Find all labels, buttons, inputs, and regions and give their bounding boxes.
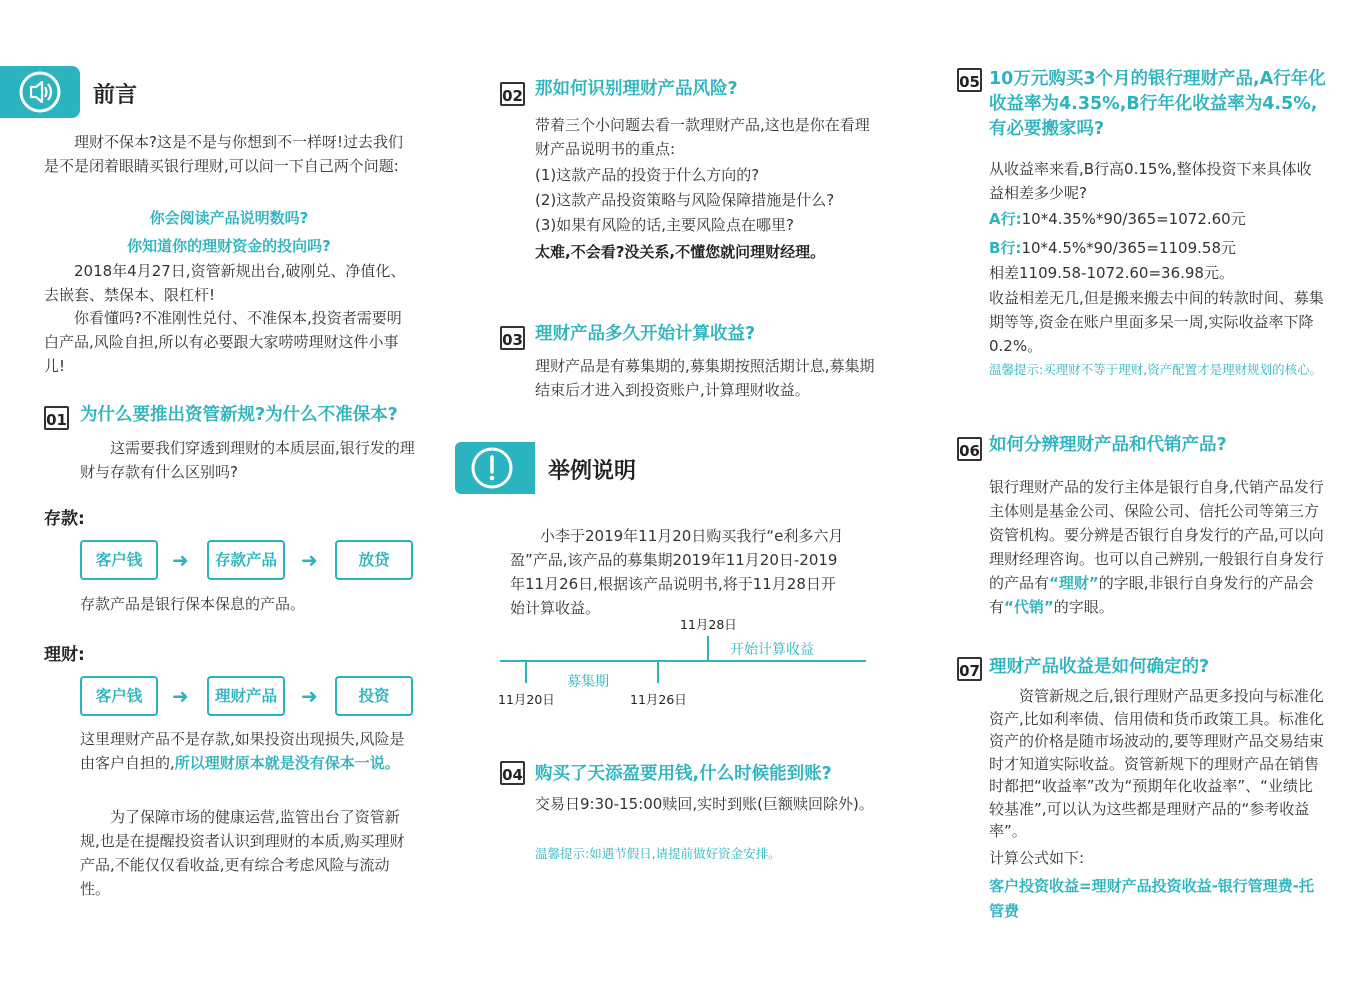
section-02-item-2: (2)这款产品投资策略与风险保障措施是什么? <box>535 191 835 209</box>
section-04-text: 交易日9:30-15:00赎回,实时到账(巨额赎回除外)。 <box>535 795 874 813</box>
section-01-title: 为什么要推出资管新规?为什么不准保本? <box>80 405 398 425</box>
intro-question-1: 你会阅读产品说明数吗? <box>149 209 309 227</box>
deposit-note: 存款产品是银行保本保息的产品。 <box>80 595 306 613</box>
timeline-end-date: 11月26日 <box>630 692 687 707</box>
wealth-paragraph: 为了保障市场的健康运营,监管出台了资管新规,也是在提醒投资者认识到理财的本质,购买理财产品,不能仅仅看收益,更有综合考虑风险与流动性。 <box>80 808 405 898</box>
arrow-right-icon: ➜ <box>301 684 318 708</box>
section-02-number: 02 <box>500 82 525 106</box>
section-04-hint: 温馨提示:如遇节假日,请提前做好资金安排。 <box>535 846 781 861</box>
section-06-text-c: 的字眼。 <box>1053 598 1114 616</box>
section-02-item-1: (1)这款产品的投资于什么方向的? <box>535 166 760 184</box>
deposit-flow-product: 存款产品 <box>207 540 285 580</box>
section-06-text <box>989 475 1324 619</box>
wealth-label: 理财: <box>44 645 85 665</box>
arrow-right-icon: ➜ <box>301 548 318 572</box>
intro-question-2: 你知道你的理财资金的投向吗? <box>127 237 331 255</box>
timeline-period-label: 募集期 <box>567 674 609 690</box>
wealth-note <box>80 727 416 775</box>
section-01-text: 这需要我们穿透到理财的本质层面,银行发的理财与存款有什么区别吗? <box>80 439 415 481</box>
section-06-number: 06 <box>957 437 982 461</box>
section-07-number: 07 <box>957 657 982 681</box>
timeline-earn-label: 开始计算收益 <box>730 642 814 658</box>
section-02-item-3: (3)如果有风险的话,主要风险点在哪里? <box>535 216 794 234</box>
section-02-bold-note: 太难,不会看?没关系,不懂您就问理财经理。 <box>535 243 826 261</box>
intro-paragraph-3: 你看懂吗?不准刚性兑付、不准保本,投资者需要明白产品,风险自担,所以有必要跟大家唠唠理财这件小事儿! <box>44 309 402 375</box>
section-07-text: 资管新规之后,银行理财产品更多投向与标准化资产,比如利率债、信用债和货币政策工具。标准化资产的价格是随市场波动的,要等理财产品交易结束时才知道实际收益。资管新规下的理财产品在销售时都把“收益率”改为“预期年化收益率”、“业绩比较基准”,可以认为这些都是理财产品的“参考收益率”。 <box>989 687 1324 840</box>
timeline-begin-date: 11月28日 <box>680 617 737 632</box>
section-05-title: 10万元购买3个月的银行理财产品,A行年化收益率为4.35%,B行年化收益率为4.5%,有必要搬家吗? <box>989 69 1326 139</box>
section-04-number: 04 <box>500 761 525 785</box>
deposit-label: 存款: <box>44 509 85 529</box>
wealth-note-emphasis: 所以理财原本就是没有保本一说。 <box>174 754 400 772</box>
section-06-title: 如何分辨理财产品和代销产品? <box>989 435 1227 455</box>
keyword-licai: “理财” <box>1049 574 1099 592</box>
deposit-flow-loan: 放贷 <box>335 540 413 580</box>
bank-a-label: A行: <box>989 210 1022 228</box>
section-03-text: 理财产品是有募集期的,募集期按照活期计息,募集期结束后才进入到投资账户,计算理财收益。 <box>535 357 875 399</box>
section-05-text: 从收益率来看,B行高0.15%,整体投资下来具体收益相差多少呢? <box>989 160 1312 202</box>
intro-header-tab <box>0 66 80 118</box>
section-06-text-a: 银行理财产品的发行主体是银行自身,代销产品发行主体则是基金公司、保险公司、信托公司等第三方资管机构。要分辨是否银行自身发行的产品,可以向理财经理咨询。也可以自己辨别,一般银行自身发行的产品有 <box>989 478 1324 592</box>
wealth-flow-product: 理财产品 <box>207 676 285 716</box>
exclamation-icon <box>455 442 535 494</box>
example-title: 举例说明 <box>548 459 637 484</box>
timeline-start-date: 11月20日 <box>498 692 555 707</box>
intro-paragraph-1: 理财不保本?这是不是与你想到不一样呀!过去我们是不是闭着眼睛买银行理财,可以问一下自己两个问题: <box>44 133 403 175</box>
section-05-diff: 相差1109.58-1072.60=36.98元。 <box>989 264 1234 282</box>
section-01-number: 01 <box>44 406 69 430</box>
section-05-text-2: 收益相差无几,但是搬来搬去中间的转款时间、募集期等等,资金在账户里面多呆一周,实际收益率下降0.2%。 <box>989 289 1324 355</box>
speaker-icon <box>0 66 80 118</box>
timeline <box>500 610 870 710</box>
section-07-title: 理财产品收益是如何确定的? <box>989 657 1210 677</box>
intro-title: 前言 <box>93 83 138 108</box>
keyword-daixiao: “代销” <box>1004 598 1054 616</box>
section-05-hint: 温馨提示:买理财不等于理财,资产配置才是理财规划的核心。 <box>989 362 1323 377</box>
section-05-a-row <box>989 207 1324 231</box>
arrow-right-icon: ➜ <box>172 684 189 708</box>
wealth-flow-invest: 投资 <box>335 676 413 716</box>
section-03-number: 03 <box>500 326 525 350</box>
section-02-text: 带着三个小问题去看一款理财产品,这也是你在看理财产品说明书的重点: <box>535 116 870 158</box>
wealth-flow-customer: 客户钱 <box>80 676 158 716</box>
bank-b-label: B行: <box>989 239 1022 257</box>
example-text: 小李于2019年11月20日购买我行“e利多六月盈”产品,该产品的募集期2019年11月20日-2019年11月26日,根据该产品说明书,将于11月28日开始计算收益。 <box>510 527 844 617</box>
arrow-right-icon: ➜ <box>172 548 189 572</box>
bank-a-calc: 10*4.35%*90/365=1072.60元 <box>1021 210 1246 228</box>
section-03-title: 理财产品多久开始计算收益? <box>535 324 756 344</box>
section-06-text-b: 的字眼,非银行自身发行的产品会有 <box>989 574 1314 616</box>
deposit-flow-customer: 客户钱 <box>80 540 158 580</box>
section-07-formula-label: 计算公式如下: <box>989 849 1085 867</box>
intro-paragraph-2: 2018年4月27日,资管新规出台,破刚兑、净值化、去嵌套、禁保本、限杠杆! <box>44 262 406 304</box>
example-header-tab <box>455 442 535 494</box>
section-05-number: 05 <box>957 68 982 92</box>
section-02-title: 那如何识别理财产品风险? <box>535 79 738 99</box>
wealth-note-text: 这里理财产品不是存款,如果投资出现损失,风险是由客户自担的, <box>80 730 405 772</box>
bank-b-calc: 10*4.5%*90/365=1109.58元 <box>1021 239 1237 257</box>
section-07-formula: 客户投资收益=理财产品投资收益-银行管理费-托管费 <box>989 877 1315 920</box>
section-05-b-row <box>989 236 1324 260</box>
section-04-title: 购买了天添盈要用钱,什么时候能到账? <box>535 764 832 784</box>
